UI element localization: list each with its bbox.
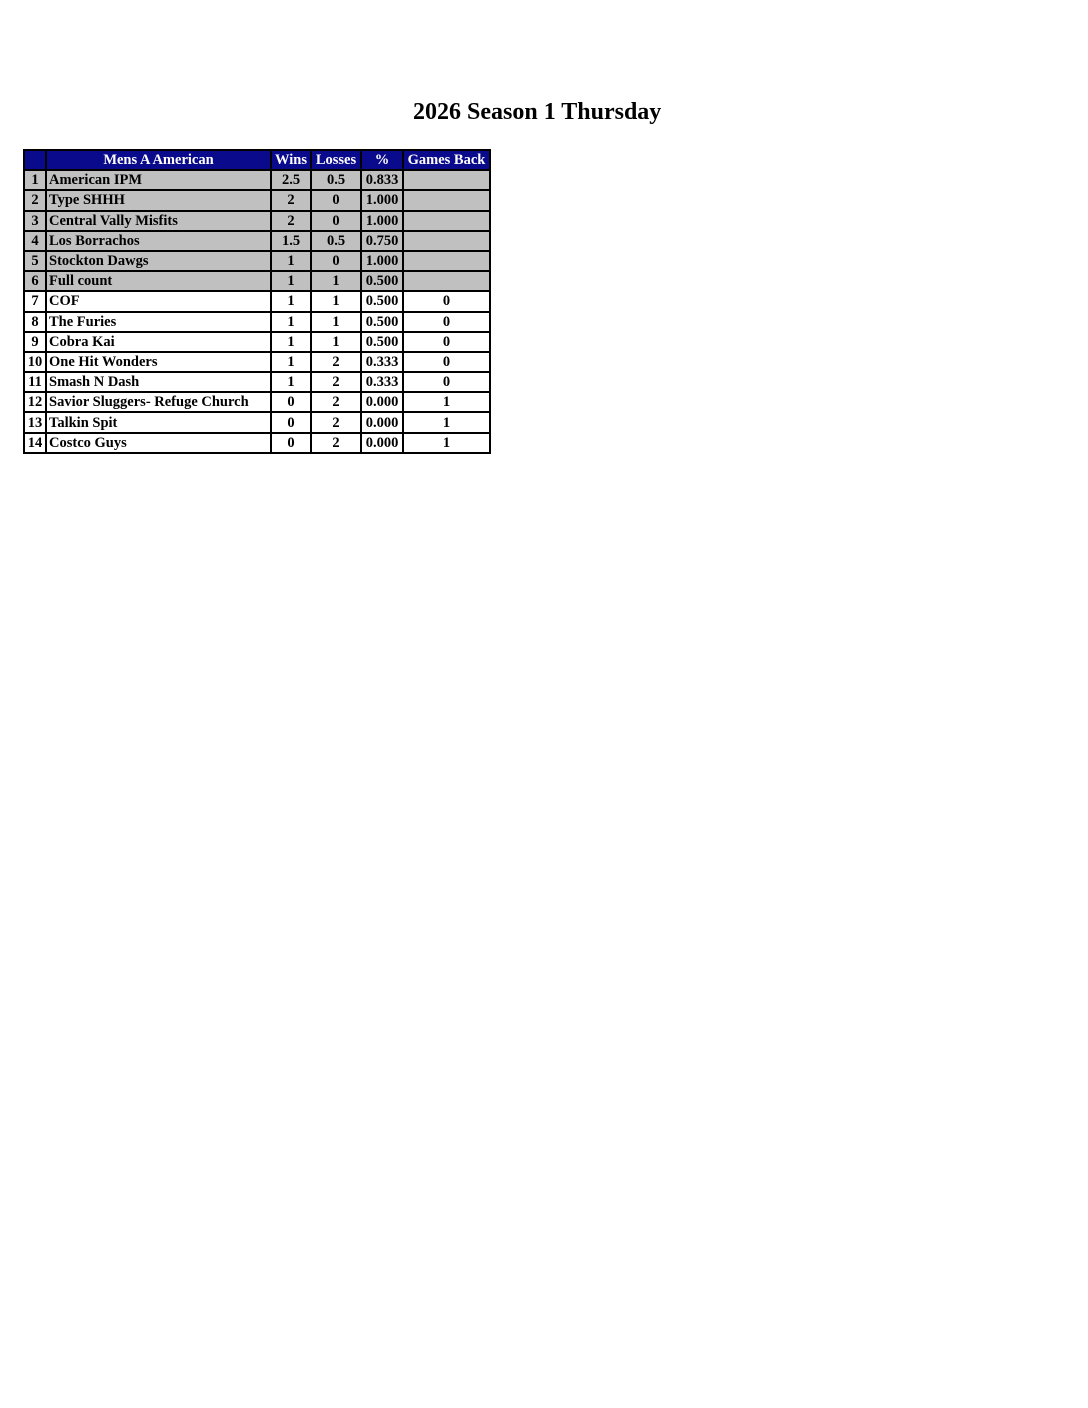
header-pct: % [361,150,403,170]
cell-losses: 1 [311,332,361,352]
cell-rank: 3 [24,211,46,231]
table-row [24,170,490,190]
table-row [24,251,490,271]
cell-rank: 1 [24,170,46,190]
cell-team: Talkin Spit [46,412,271,432]
cell-games-back [403,231,490,251]
cell-rank: 9 [24,332,46,352]
cell-team: One Hit Wonders [46,352,271,372]
cell-games-back [403,190,490,210]
cell-pct: 1.000 [361,251,403,271]
cell-rank: 4 [24,231,46,251]
cell-team: Stockton Dawgs [46,251,271,271]
table-row [24,312,490,332]
table-row [24,231,490,251]
cell-wins: 2 [271,211,311,231]
cell-team: Los Borrachos [46,231,271,251]
cell-pct: 0.000 [361,433,403,453]
cell-wins: 0 [271,412,311,432]
cell-rank: 7 [24,291,46,311]
cell-team: Central Vally Misfits [46,211,271,231]
header-wins: Wins [271,150,311,170]
cell-games-back: 0 [403,312,490,332]
table-row [24,291,490,311]
cell-losses: 1 [311,291,361,311]
table-row [24,372,490,392]
cell-wins: 1.5 [271,231,311,251]
cell-losses: 2 [311,352,361,372]
cell-losses: 2 [311,433,361,453]
cell-team: The Furies [46,312,271,332]
cell-team: COF [46,291,271,311]
cell-team: Costco Guys [46,433,271,453]
cell-losses: 0 [311,211,361,231]
cell-pct: 0.000 [361,392,403,412]
cell-wins: 0 [271,433,311,453]
cell-pct: 0.500 [361,312,403,332]
cell-rank: 10 [24,352,46,372]
cell-losses: 0 [311,251,361,271]
table-row [24,392,490,412]
cell-losses: 0 [311,190,361,210]
cell-wins: 2 [271,190,311,210]
cell-wins: 1 [271,352,311,372]
header-rank [24,150,46,170]
cell-losses: 0.5 [311,170,361,190]
cell-losses: 2 [311,392,361,412]
cell-team: Savior Sluggers- Refuge Church [46,392,271,412]
cell-rank: 12 [24,392,46,412]
cell-wins: 1 [271,271,311,291]
cell-games-back [403,170,490,190]
cell-losses: 1 [311,271,361,291]
cell-games-back [403,211,490,231]
cell-games-back: 1 [403,433,490,453]
cell-games-back: 0 [403,352,490,372]
cell-pct: 0.500 [361,271,403,291]
table-row [24,433,490,453]
cell-wins: 1 [271,372,311,392]
cell-pct: 0.000 [361,412,403,432]
table-row [24,211,490,231]
cell-wins: 1 [271,312,311,332]
cell-pct: 1.000 [361,211,403,231]
cell-wins: 1 [271,291,311,311]
cell-losses: 1 [311,312,361,332]
cell-pct: 0.500 [361,291,403,311]
cell-games-back: 0 [403,291,490,311]
cell-pct: 0.333 [361,372,403,392]
table-row [24,352,490,372]
cell-rank: 2 [24,190,46,210]
table-row [24,332,490,352]
table-row [24,190,490,210]
cell-losses: 2 [311,412,361,432]
table-row [24,412,490,432]
cell-team: Full count [46,271,271,291]
cell-games-back [403,271,490,291]
header-division: Mens A American [46,150,271,170]
cell-rank: 13 [24,412,46,432]
cell-pct: 0.750 [361,231,403,251]
cell-team: Type SHHH [46,190,271,210]
cell-team: Cobra Kai [46,332,271,352]
cell-losses: 0.5 [311,231,361,251]
cell-pct: 0.333 [361,352,403,372]
cell-games-back: 1 [403,392,490,412]
table-header-row [24,150,490,170]
cell-team: Smash N Dash [46,372,271,392]
page-title: 2026 Season 1 Thursday [413,99,662,125]
cell-games-back: 0 [403,372,490,392]
header-losses: Losses [311,150,361,170]
cell-rank: 8 [24,312,46,332]
cell-pct: 1.000 [361,190,403,210]
cell-games-back: 0 [403,332,490,352]
cell-wins: 2.5 [271,170,311,190]
cell-pct: 0.833 [361,170,403,190]
cell-rank: 6 [24,271,46,291]
table-row [24,271,490,291]
cell-rank: 5 [24,251,46,271]
cell-wins: 1 [271,332,311,352]
cell-rank: 11 [24,372,46,392]
cell-games-back [403,251,490,271]
cell-pct: 0.500 [361,332,403,352]
cell-wins: 1 [271,251,311,271]
header-games-back: Games Back [403,150,490,170]
cell-rank: 14 [24,433,46,453]
standings-table [23,149,491,454]
cell-games-back: 1 [403,412,490,432]
standings-body [24,170,490,453]
cell-team: American IPM [46,170,271,190]
cell-wins: 0 [271,392,311,412]
cell-losses: 2 [311,372,361,392]
